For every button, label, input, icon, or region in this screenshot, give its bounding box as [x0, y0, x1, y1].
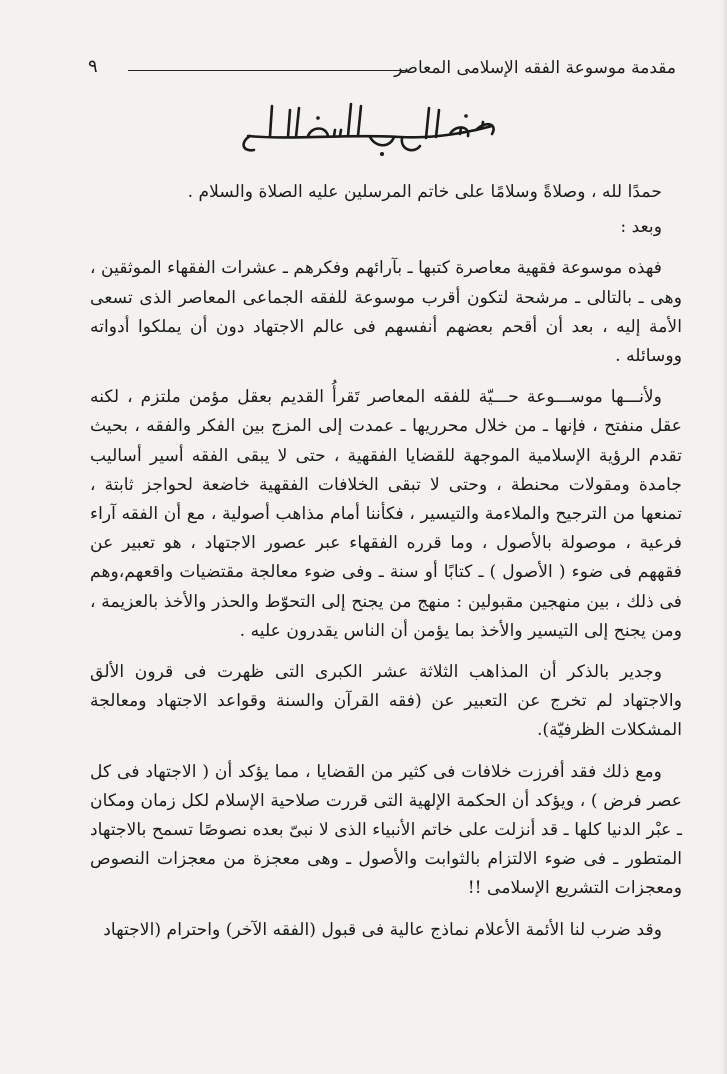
page-number: ٩	[88, 56, 98, 77]
header-rule	[128, 70, 406, 71]
page-edge-shadow	[721, 0, 727, 1074]
running-header	[88, 56, 676, 86]
paragraph-opening: حمدًا لله ، وصلاةً وسلامًا على خاتم المرسلين عليه الصلاة والسلام .	[187, 182, 662, 202]
paragraph-after: وبعد :	[620, 217, 662, 238]
paragraph-encyclopedia-intro: فهذه موسوعة فقهية معاصرة كتبها ـ بآرائهم وفكرهم ـ عشرات الفقهاء الموثقين ، وهى ـ بالتالى ـ مرشحة لتكون أقرب موسوعة للفقه الجماعى المعاصر الذى تسعى الأمة إليه ، بعد أن أقحم بعضهم أنفسهم فى عالم الاجتهاد دون أن يملكوا أدواته ووسائله .	[90, 258, 682, 367]
paragraph-differences: ومع ذلك فقد أفرزت خلافات فى كثير من القضايا ، مما يؤكد أن ( الاجتهاد فى كل عصر فرض ) ، ويؤكد أن الحكمة الإلهية التى قررت صلاحية الإسلام لكل زمان ومكان ـ عبْر الدنيا كلها ـ قد أنزلت على خاتم الأنبياء الذى لا نبىّ بعده نصوصًا تسمح بالاجتهاد المتطور ـ فى ضوء الالتزام بالثوابت والأصول ـ وهى معجزة من معجزات النصوص ومعجزات التشريع الإسلامى !!	[90, 761, 682, 899]
header-title: مقدمة موسوعة الفقه الإسلامى المعاصر	[394, 58, 676, 78]
paragraph-living-encyclopedia: ولأنـــها موســـوعة حـــيّة للفقه المعاصر تَقرأُ القديم بعقل مؤمن ملتزم ، لكنه عقل منفتح ، فإنها ـ من خلال محرريها ـ عمدت إلى المزج بين الفكر والفقه ، بحيث تقدم الرؤية الإسلامية الموجهة للقضايا الفقهية ، حتى لا يبقى الفقه أسير أساليب جامدة ومقولات محنطة ، وحتى لا تبقى الخلافات الفقهية خاضعة لحواجز ثابتة ، تمنعها من الترجيح والملاءمة والتيسير ، فكأننا أمام مذاهب أصولية ، مع أن الفقه آراء فرعية ، موصولة بالأصول ، وما قرره الفقهاء عبر عصور الاجتهاد ، هو تعبير عن فقههم فى ضوء ( الأصول ) ـ كتابًا أو سنة ـ وفى ضوء معالجة مقتضيات واقعهم،وهم فى ذلك ، بين منهجين مقبولين : منهج من يجنح إلى التحوّط والحذر والأخذ بالعزيمة ، ومن يجنح إلى التيسير والأخذ بما يؤمن أن الناس يقدرون عليه .	[90, 387, 682, 641]
paragraph-thirteen-schools: وجدير بالذكر أن المذاهب الثلاثة عشر الكبرى التى ظهرت فى قرون الألق والاجتهاد لم تخرج عن التعبير عن (فقه القرآن والسنة وقواعد الاجتهاد ومعالجة المشكلات الظرفيّة).	[90, 662, 682, 741]
basmala-calligraphy-graphic	[230, 96, 510, 160]
body-text	[90, 178, 682, 957]
paragraph-imams: وقد ضرب لنا الأئمة الأعلام نماذج عالية فى قبول (الفقه الآخر) واحترام (الاجتهاد	[103, 919, 662, 940]
basmala-calligraphy	[230, 96, 510, 160]
